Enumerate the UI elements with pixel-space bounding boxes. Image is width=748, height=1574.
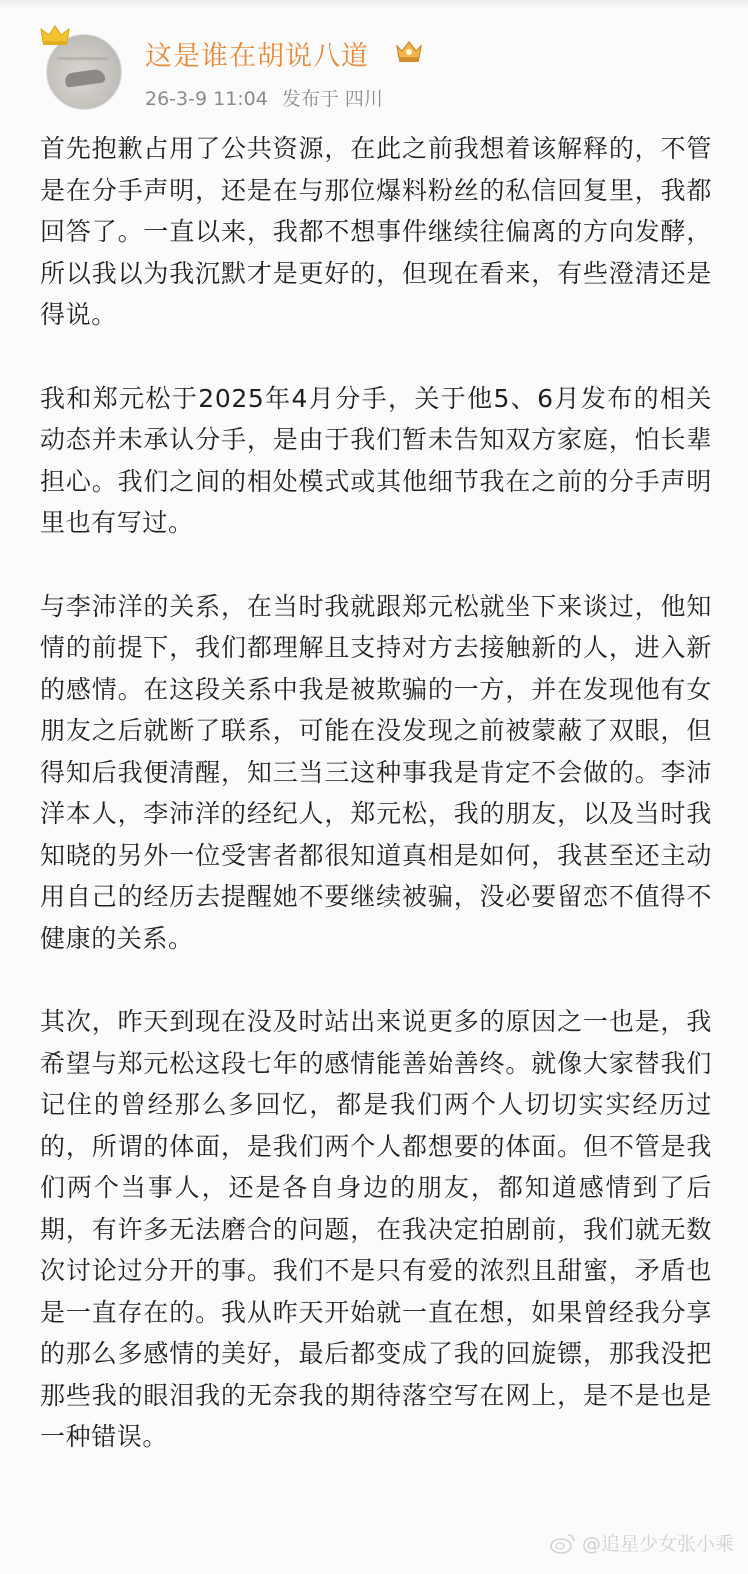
post-location: 发布于 四川 <box>281 88 383 110</box>
post-header <box>0 0 748 120</box>
post-paragraph: 与李沛洋的关系，在当时我就跟郑元松就坐下来谈过，他知情的前提下，我们都理解且支持对方去接触新的人，进入新的感情。在这段关系中我是被欺骗的一方，并在发现他有女朋友之后就断了联系，可能在没发现之前被蒙蔽了双眼，但得知后我便清醒，知三当三这种事我是肯定不会做的。李沛洋本人，李沛洋的经纪人，郑元松，我的朋友，以及当时我知晓的另外一位受害者都很知道真相是如何，我甚至还主动用自己的经历去提醒她不要继续被骗，没必要留恋不值得不健康的关系。 <box>40 591 712 953</box>
username[interactable]: 这是谁在胡说八道 <box>145 41 369 72</box>
post-meta <box>145 84 397 111</box>
avatar[interactable] <box>40 24 124 114</box>
vip-badge-icon[interactable] <box>392 38 426 64</box>
crown-icon <box>40 24 70 46</box>
post-paragraph: 我和郑元松于2025年4月分手，关于他5、6月发布的相关动态并未承认分手，是由于我们暂未告知双方家庭，怕长辈担心。我们之间的相处模式或其他细节我在之前的分手声明里也有写过。 <box>40 383 712 537</box>
watermark-text: @追星少女张小乘 <box>581 1533 734 1555</box>
post-paragraph: 其次，昨天到现在没及时站出来说更多的原因之一也是，我希望与郑元松这段七年的感情能善始善终。就像大家替我们记住的曾经那么多回忆，都是我们两个人切切实实经历过的，所谓的体面，是我们两个人都想要的体面。但不管是我们两个当事人，还是各自身边的朋友，都知道感情到了后期，有许多无法磨合的问题，在我决定拍剧前，我们就无数次讨论过分开的事。我们不是只有爱的浓烈且甜蜜，矛盾也是一直存在的。我从昨天开始就一直在想，如果曾经我分享的那么多感情的美好，最后都变成了我的回旋镖，那我没把那些我的眼泪我的无奈我的期待落空写在网上，是不是也是一种错误。 <box>40 1007 712 1451</box>
weibo-logo-icon <box>550 1532 576 1554</box>
post-time: 26-3-9 11:04 <box>145 88 268 110</box>
avatar-shelf <box>57 57 109 60</box>
post-paragraph: 首先抱歉占用了公共资源，在此之前我想着该解释的，不管是在分手声明，还是在与那位爆料粉丝的私信回复里，我都回答了。一直以来，我都不想事件继续往偏离的方向发酵，所以我以为我沉默才是更好的，但现在看来，有些澄清还是得说。 <box>40 134 712 329</box>
watermark <box>550 1529 734 1556</box>
avatar-figure <box>64 68 106 87</box>
post-body <box>40 128 712 1500</box>
